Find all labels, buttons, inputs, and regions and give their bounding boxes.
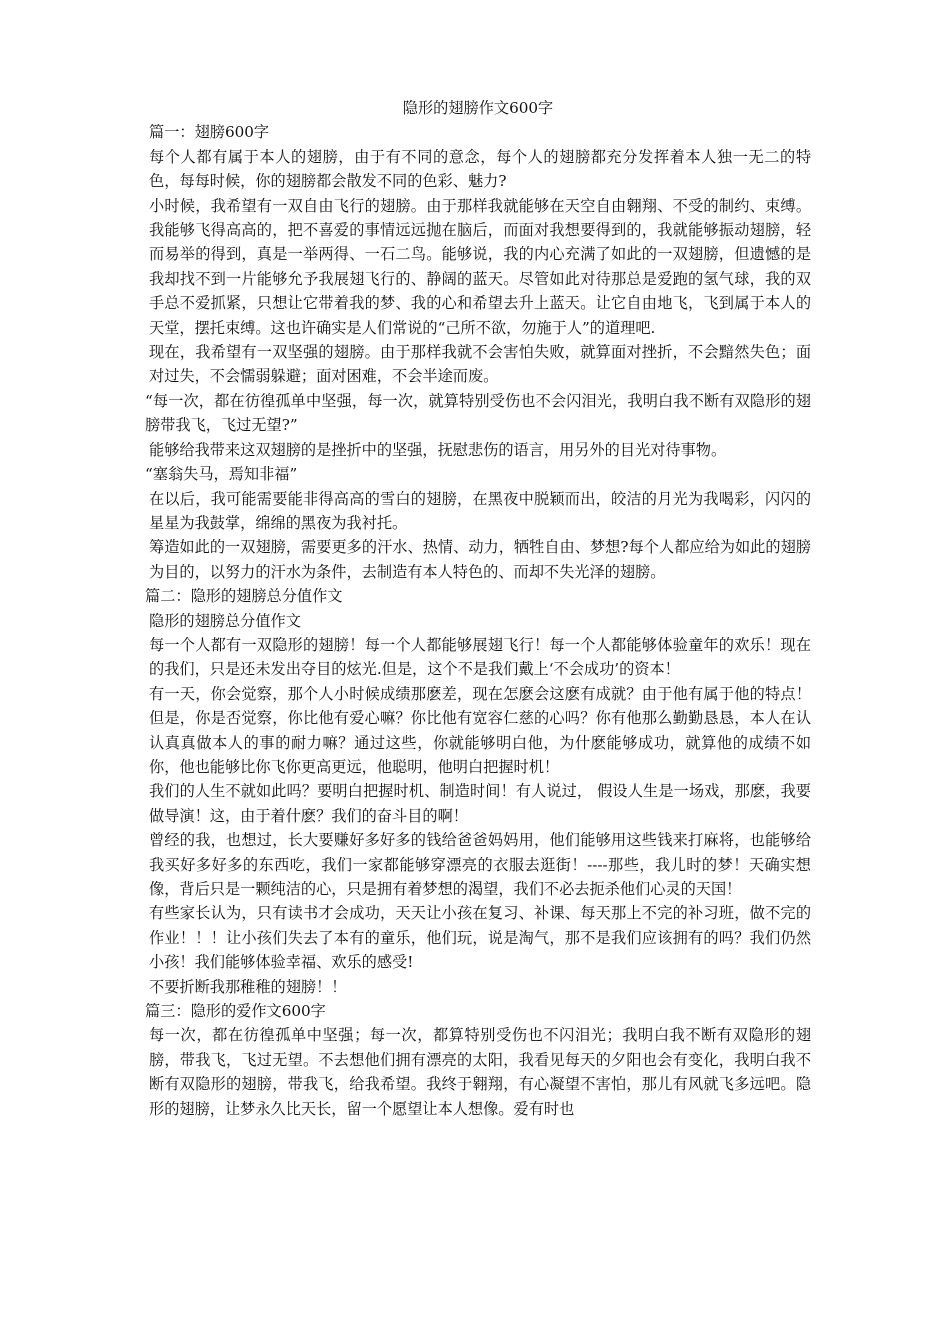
paragraph: 不要折断我那稚稚的翅膀！！ xyxy=(149,977,347,996)
section-heading: 篇三：隐形的爱作文600字 xyxy=(145,1002,326,1021)
paragraph: 隐形的翅膀总分值作文 xyxy=(149,611,301,630)
paragraph: 在以后，我可能需要能非得高高的雪白的翅膀，在黑夜中脱颖而出，皎洁的月光为我喝彩，闪闪的星星为我鼓掌，绵绵的黑夜为我衬托。 xyxy=(149,489,811,532)
paragraph: 我们的人生不就如此吗？要明白把握时机、制造时间！有人说过， 假设人生是一场戏，那麽，我要做导演！这，由于着什麽？我们的奋斗目的啊！ xyxy=(149,782,811,825)
paragraph: “塞翁失马，焉知非福” xyxy=(145,465,298,484)
document-title: 隐形的翅膀作文600字 xyxy=(402,99,554,117)
paragraph: 现在，我希望有一双坚强的翅膀。由于那样我就不会害怕失败，就算面对挫折，不会黯然失色；面对过失，不会懦弱躲避；面对困难，不会半途而废。 xyxy=(149,343,811,386)
paragraph: 小时候，我希望有一双自由飞行的翅膀。由于那样我就能够在天空自由翱翔、不受的制约、束缚。我能够飞得高高的，把不喜爱的事情远远抛在脑后，而面对我想要得到的，我就能够振动翅膀，轻而易举的得到，真是一举两得、一石二鸟。能够说，我的内心充满了如此的一双翅膀，但遗憾的是我却找不到一片能够允予我展翅飞行的、静阔的蓝天。尽管如此对待那总是爱跑的氢气球，我的双手总不爱抓紧，只想让它带着我的梦、我的心和希望去升上蓝天。让它自由地飞，飞到属于本人的天堂，摆托束缚。这也许确实是人们常说的“己所不欲，勿施于人”的道理吧. xyxy=(149,196,811,337)
paragraph: 每个人都有属于本人的翅膀，由于有不同的意念，每个人的翅膀都充分发挥着本人独一无二的特色，每每时候，你的翅膀都会散发不同的色彩、魅力? xyxy=(149,147,811,191)
paragraph: 曾经的我，也想过，长大要赚好多好多的钱给爸爸妈妈用，他们能够用这些钱来打麻将，也能够给我买好多好多的东西吃，我们一家都能够穿漂亮的衣服去逛街！----那些，我儿时的梦！天确实想像，背后只是一颗纯洁的心，只是拥有着梦想的渴望，我们不必去扼杀他们心灵的天国！ xyxy=(149,831,811,898)
paragraph: “每一次，都在彷徨孤单中坚强，每一次，就算特别受伤也不会闪泪光，我明白我不断有双隐形的翅膀带我飞，飞过无望?” xyxy=(145,391,811,435)
paragraph: 每一个人都有一双隐形的翅膀！每一个人都能够展翅飞行！每一个人都能够体验童年的欢乐！现在的我们，只是还未发出夺目的炫光.但是，这个不是我们戴上‘不会成功’的资本！ xyxy=(149,635,811,679)
paragraph: 有一天，你会觉察，那个人小时候成绩那麽差，现在怎麽会这麽有成就？由于他有属于他的特点！但是，你是否觉察，你比他有爱心嘛？你比他有宽容仁慈的心吗？你有他那么勤勤恳恳，本人在认认真真做本人的事的耐力嘛？通过这些，你就能够明白他，为什麽能够成功，就算他的成绩不如你，他也能够比你飞你更高更远，他聪明，他明白把握时机！ xyxy=(149,684,811,776)
paragraph: 有些家长认为，只有读书才会成功，天天让小孩在复习、补课、每天那上不完的补习班，做不完的作业！！！让小孩们失去了本有的童乐，他们玩，说是淘气，那不是我们应该拥有的吗？我们仍然小孩！我们能够体验幸福、欢乐的感受! xyxy=(149,904,811,972)
paragraph: 筹造如此的一双翅膀，需要更多的汗水、热情、动力，牺牲自由、梦想?每个人都应给为如此的翅膀为目的，以努力的汗水为条件，去制造有本人特色的、而却不失光泽的翅膀。 xyxy=(149,538,811,581)
paragraph: 能够给我带来这双翅膀的是挫折中的坚强，抚慰悲伤的语言，用另外的目光对待事物。 xyxy=(149,440,727,459)
paragraph: 每一次，都在彷徨孤单中坚强；每一次，都算特别受伤也不闪泪光；我明白我不断有双隐形的翅膀，带我飞，飞过无望。不去想他们拥有漂亮的太阳，我看见每天的夕阳也会有变化，我明白我不断有双隐形的翅膀，带我飞，给我希望。我终于翱翔，有心凝望不害怕，那儿有风就飞多远吧。隐形的翅膀，让梦永久比天长，留一个愿望让本人想像。爱有时也 xyxy=(149,1026,811,1118)
document-page xyxy=(145,96,811,1121)
section-heading: 篇二：隐形的翅膀总分值作文 xyxy=(145,587,343,606)
document-body xyxy=(145,120,811,1121)
section-heading: 篇一：翅膀600字 xyxy=(149,123,270,142)
